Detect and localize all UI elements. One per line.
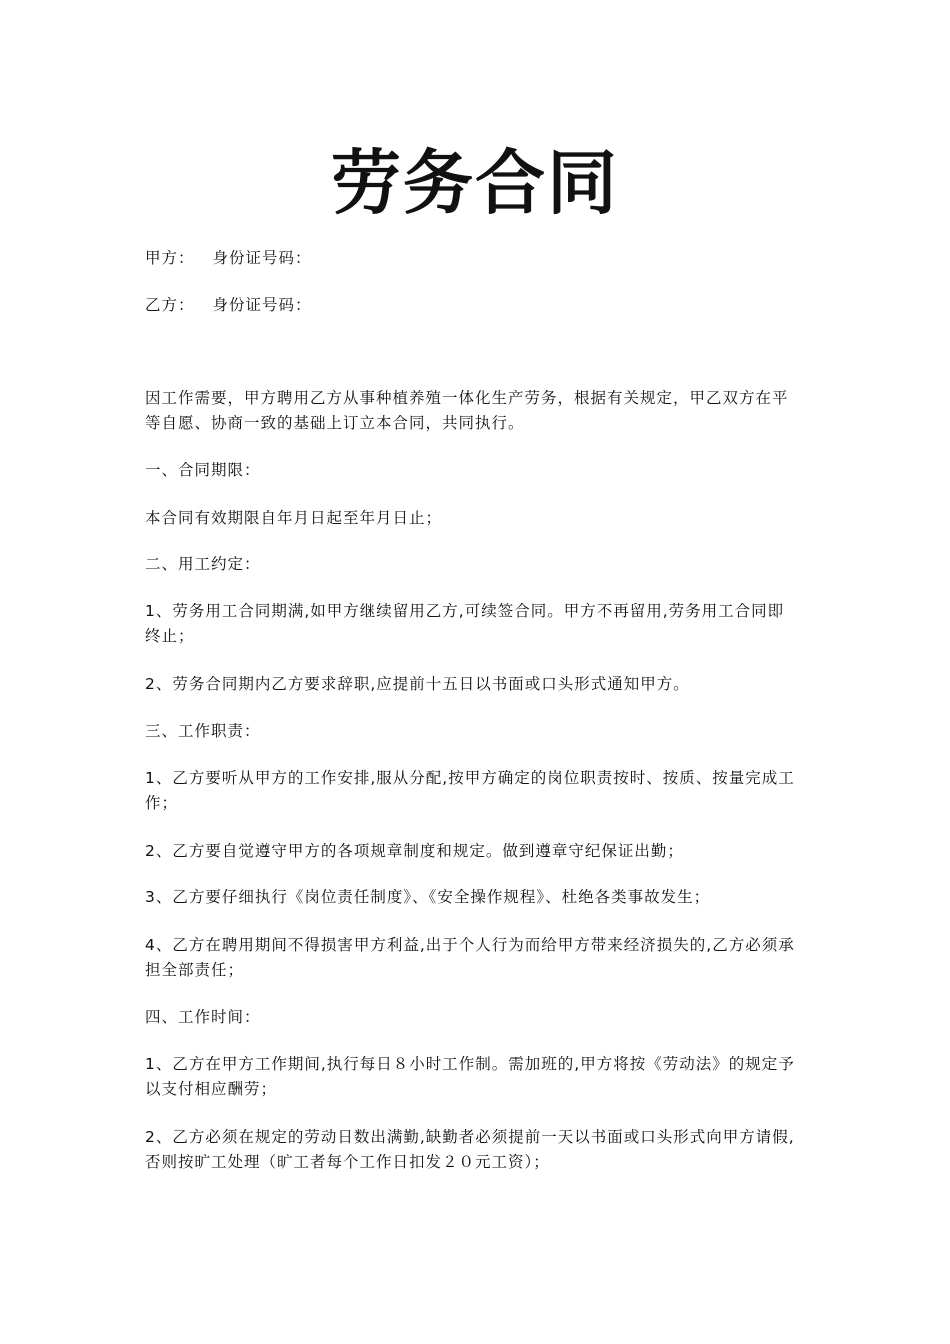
section-3-paragraph-4 xyxy=(145,933,810,983)
intro-line-1: 因工作需要，甲方聘用乙方从事种植养殖一体化生产劳务，根据有关规定，甲乙双方在平 xyxy=(145,389,789,407)
section-3-paragraph-4-line-1: 4、乙方在聘用期间不得损害甲方利益,出于个人行为而给甲方带来经济损失的,乙方必须承 xyxy=(145,936,795,954)
party-b-label: 乙方： xyxy=(145,296,195,314)
party-a-line xyxy=(145,246,810,270)
section-1-paragraph-1: 本合同有效期限自年月日起至年月日止； xyxy=(145,509,443,527)
section-2-paragraph-1-line-1: 1、劳务用工合同期满,如甲方继续留用乙方,可续签合同。甲方不再留用,劳务用工合同即 xyxy=(145,602,785,620)
section-3-paragraph-4-line-2: 担全部责任； xyxy=(145,961,245,979)
section-4-heading: 四、工作时间： xyxy=(145,1008,261,1026)
intro-paragraph xyxy=(145,386,810,436)
section-2-paragraph-1 xyxy=(145,599,810,649)
section-3-paragraph-1 xyxy=(145,766,810,816)
section-2-paragraph-2: 2、劳务合同期内乙方要求辞职,应提前十五日以书面或口头形式通知甲方。 xyxy=(145,675,690,693)
section-2-paragraph-1-line-2: 终止； xyxy=(145,627,195,645)
section-3-paragraph-1-line-1: 1、乙方要听从甲方的工作安排,服从分配,按甲方确定的岗位职责按时、按质、按量完成工 xyxy=(145,769,795,787)
party-a-label: 甲方： xyxy=(145,249,195,267)
party-b-line xyxy=(145,293,810,317)
section-4-paragraph-1-line-2: 以支付相应酬劳； xyxy=(145,1080,278,1098)
section-4-paragraph-1 xyxy=(145,1052,810,1102)
section-3-paragraph-2: 2、乙方要自觉遵守甲方的各项规章制度和规定。做到遵章守纪保证出勤； xyxy=(145,842,684,860)
section-4-paragraph-2-line-1: 2、乙方必须在规定的劳动日数出满勤,缺勤者必须提前一天以书面或口头形式向甲方请假, xyxy=(145,1128,795,1146)
section-3-paragraph-3: 3、乙方要仔细执行《岗位责任制度》、《安全操作规程》、杜绝各类事故发生； xyxy=(145,888,711,906)
section-3-heading: 三、工作职责： xyxy=(145,722,261,740)
party-b-id-label: 身份证号码： xyxy=(212,296,312,314)
document-title: 劳务合同 xyxy=(331,141,619,224)
section-4-paragraph-1-line-1: 1、乙方在甲方工作期间,执行每日８小时工作制。需加班的,甲方将按《劳动法》的规定予 xyxy=(145,1055,795,1073)
intro-line-2: 等自愿、协商一致的基础上订立本合同，共同执行。 xyxy=(145,414,525,432)
section-4-paragraph-2-line-2: 否则按旷工处理（旷工者每个工作日扣发２０元工资）； xyxy=(145,1153,550,1171)
section-4-paragraph-2 xyxy=(145,1125,810,1175)
party-a-id-label: 身份证号码： xyxy=(212,249,312,267)
section-2-heading: 二、用工约定： xyxy=(145,555,261,573)
section-1-heading: 一、合同期限： xyxy=(145,461,261,479)
section-3-paragraph-1-line-2: 作； xyxy=(145,794,179,812)
